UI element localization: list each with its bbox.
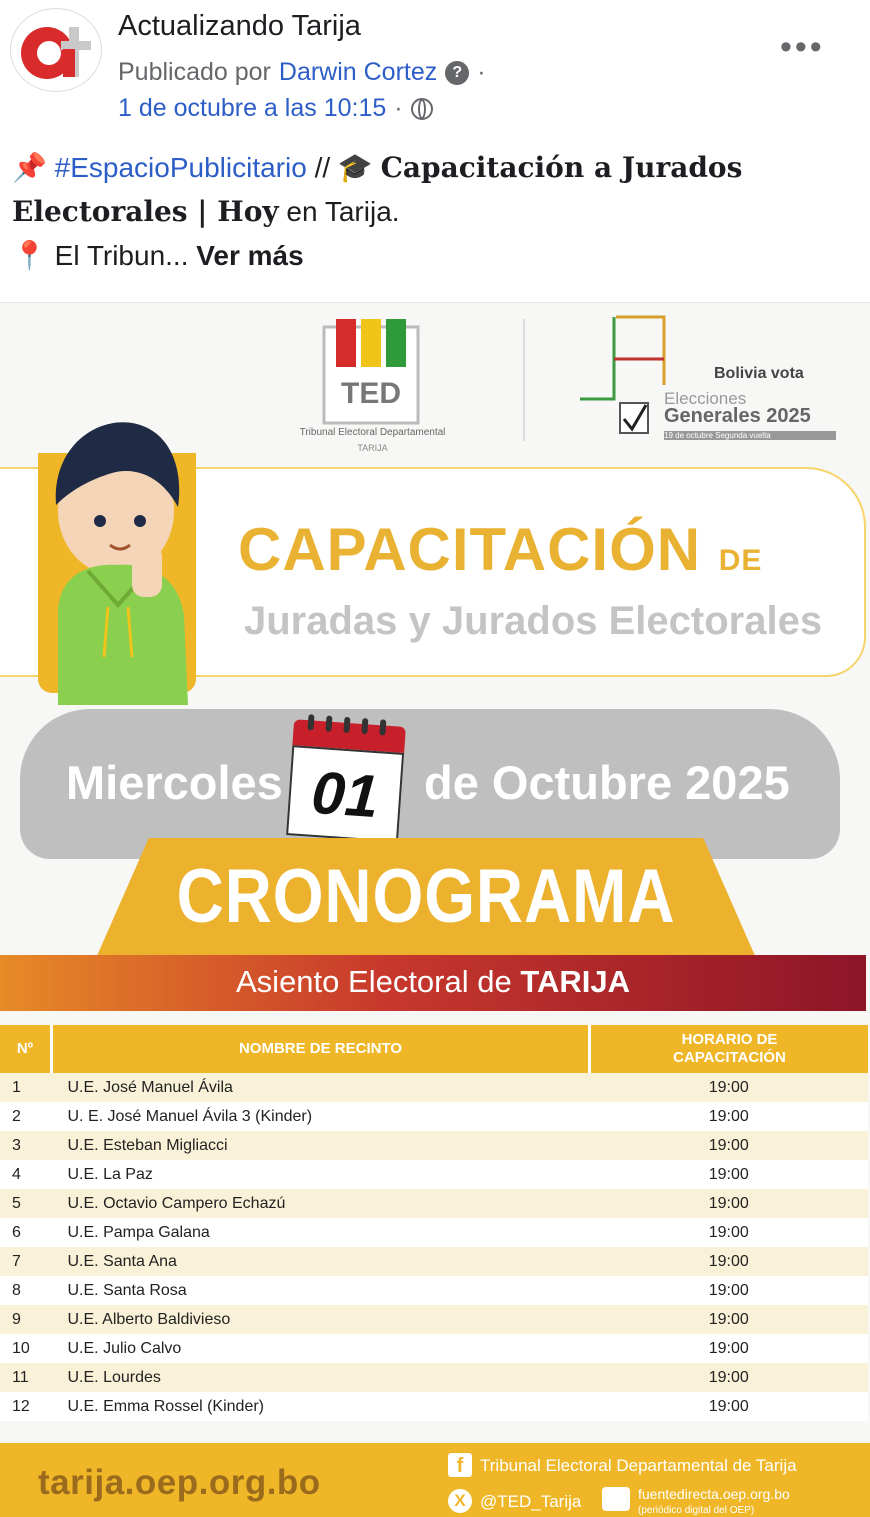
row-name: U.E. Esteban Migliacci	[52, 1131, 590, 1160]
table-row	[0, 1247, 868, 1276]
row-name: U.E. Santa Ana	[52, 1247, 590, 1276]
table-row	[0, 1334, 868, 1363]
row-time: 19:00	[590, 1392, 869, 1421]
hashtag-link[interactable]: #EspacioPublicitario	[54, 152, 307, 183]
location-emoji-icon: 📍	[12, 240, 47, 271]
post-bold-text: Capacitación a Jurados Electorales | Hoy	[12, 151, 743, 228]
row-time: 19:00	[590, 1334, 869, 1363]
table-row	[0, 1160, 868, 1189]
page-avatar[interactable]	[10, 8, 102, 92]
elecciones-logo	[578, 315, 838, 445]
title-de: DE	[718, 544, 763, 577]
row-num: 4	[0, 1160, 52, 1189]
table-row	[0, 1276, 868, 1305]
row-name: U.E. La Paz	[52, 1160, 590, 1189]
fd-url: fuentedirecta.oep.org.bo	[638, 1486, 790, 1502]
row-time: 19:00	[590, 1189, 869, 1218]
row-time: 19:00	[590, 1363, 869, 1392]
row-time: 19:00	[590, 1218, 869, 1247]
row-name: U.E. Santa Rosa	[52, 1276, 590, 1305]
see-more-link[interactable]: Ver más	[196, 240, 304, 271]
row-time: 19:00	[590, 1247, 869, 1276]
more-options-icon[interactable]: •••	[780, 28, 825, 66]
poster-image[interactable]	[0, 303, 870, 1517]
row-name: U.E. Alberto Baldivieso	[52, 1305, 590, 1334]
table-row	[0, 1305, 868, 1334]
row-name: U.E. Pampa Galana	[52, 1218, 590, 1247]
row-time: 19:00	[590, 1276, 869, 1305]
row-name: U.E. Julio Calvo	[52, 1334, 590, 1363]
eg-line4: 19 de octubre Segunda vuelta	[664, 431, 836, 440]
header-name: NOMBRE DE RECINTO	[52, 1025, 590, 1073]
row-num: 10	[0, 1334, 52, 1363]
post-line2: El Tribun...	[54, 240, 189, 271]
header-time-line1: HORARIO DE	[681, 1031, 778, 1048]
post-date-link[interactable]: 1 de octubre a las 10:15	[118, 94, 387, 122]
row-num: 12	[0, 1392, 52, 1421]
row-num: 6	[0, 1218, 52, 1247]
ted-caption: Tribunal Electoral Departamental	[299, 427, 446, 438]
header-time	[590, 1025, 869, 1073]
row-num: 7	[0, 1247, 52, 1276]
row-num: 3	[0, 1131, 52, 1160]
row-name: U.E. Lourdes	[52, 1363, 590, 1392]
calendar-day: 01	[286, 745, 404, 843]
eg-line3: Generales 2025	[664, 405, 811, 427]
asiento-city: TARIJA	[520, 964, 630, 999]
row-time: 19:00	[590, 1073, 869, 1102]
poster-title	[238, 515, 762, 584]
header-num: Nº	[0, 1025, 52, 1073]
row-name: U.E. Emma Rossel (Kinder)	[52, 1392, 590, 1421]
table-row	[0, 1102, 868, 1131]
date-separator: ·	[394, 94, 403, 122]
pin-emoji-icon: 📌	[12, 152, 47, 183]
ted-city: TARIJA	[357, 443, 388, 453]
row-name: U.E. José Manuel Ávila	[52, 1073, 590, 1102]
row-time: 19:00	[590, 1102, 869, 1131]
globe-icon	[411, 98, 433, 120]
row-num: 11	[0, 1363, 52, 1392]
title-main: CAPACITACIÓN	[238, 516, 702, 583]
page-name[interactable]: Actualizando Tarija	[118, 10, 361, 42]
post-rest-text: en Tarija.	[278, 196, 400, 227]
cronograma-title: CRONOGRAMA	[176, 854, 676, 939]
footer-fuentedirecta	[638, 1487, 790, 1517]
avatar-logo-icon	[11, 9, 101, 91]
post-text	[12, 146, 862, 278]
table-row	[0, 1363, 868, 1392]
post-slashes: //	[314, 152, 331, 183]
row-time: 19:00	[590, 1160, 869, 1189]
row-num: 1	[0, 1073, 52, 1102]
byline	[118, 58, 486, 87]
row-num: 8	[0, 1276, 52, 1305]
row-time: 19:00	[590, 1131, 869, 1160]
author-link[interactable]: Darwin Cortez	[278, 58, 438, 86]
poster-subtitle: Juradas y Jurados Electorales	[244, 599, 823, 643]
date-month-year: de Octubre 2025	[424, 756, 790, 809]
table-header-row	[0, 1025, 868, 1073]
eg-line1: Bolivia vota	[714, 365, 804, 382]
row-name: U.E. Octavio Campero Echazú	[52, 1189, 590, 1218]
calendar-icon	[286, 719, 406, 843]
ted-logo-text: TED	[341, 377, 401, 410]
date-weekday: Miercoles	[66, 756, 283, 809]
x-icon: X	[448, 1489, 472, 1513]
graduation-cap-emoji-icon: 🎓	[337, 152, 373, 183]
table-row	[0, 1392, 868, 1421]
fuentedirecta-icon	[602, 1487, 630, 1511]
table-row	[0, 1131, 868, 1160]
footer-facebook: Tribunal Electoral Departamental de Tarija	[480, 1456, 797, 1475]
table-row	[0, 1218, 868, 1247]
row-num: 5	[0, 1189, 52, 1218]
table-row	[0, 1189, 868, 1218]
fd-sub: (periódico digital del OEP)	[638, 1505, 755, 1516]
help-icon[interactable]: ?	[445, 61, 469, 85]
footer-x: @TED_Tarija	[480, 1492, 582, 1511]
post-dateline	[118, 94, 433, 123]
row-name: U. E. José Manuel Ávila 3 (Kinder)	[52, 1102, 590, 1131]
character-illustration-icon	[28, 395, 198, 705]
asiento-prefix: Asiento Electoral de	[236, 964, 512, 999]
published-by-label: Publicado por	[118, 58, 271, 86]
row-num: 2	[0, 1102, 52, 1131]
logo-divider	[523, 319, 525, 441]
header-time-line2: CAPACITACIÓN	[673, 1049, 786, 1066]
facebook-icon: f	[448, 1453, 472, 1477]
schedule-table	[0, 1025, 868, 1421]
byline-separator: ·	[477, 58, 486, 86]
row-num: 9	[0, 1305, 52, 1334]
footer-url: tarija.oep.org.bo	[38, 1463, 321, 1502]
table-row	[0, 1073, 868, 1102]
eg-line2: Elecciones	[664, 389, 747, 408]
row-time: 19:00	[590, 1305, 869, 1334]
asiento-label	[0, 964, 866, 1000]
